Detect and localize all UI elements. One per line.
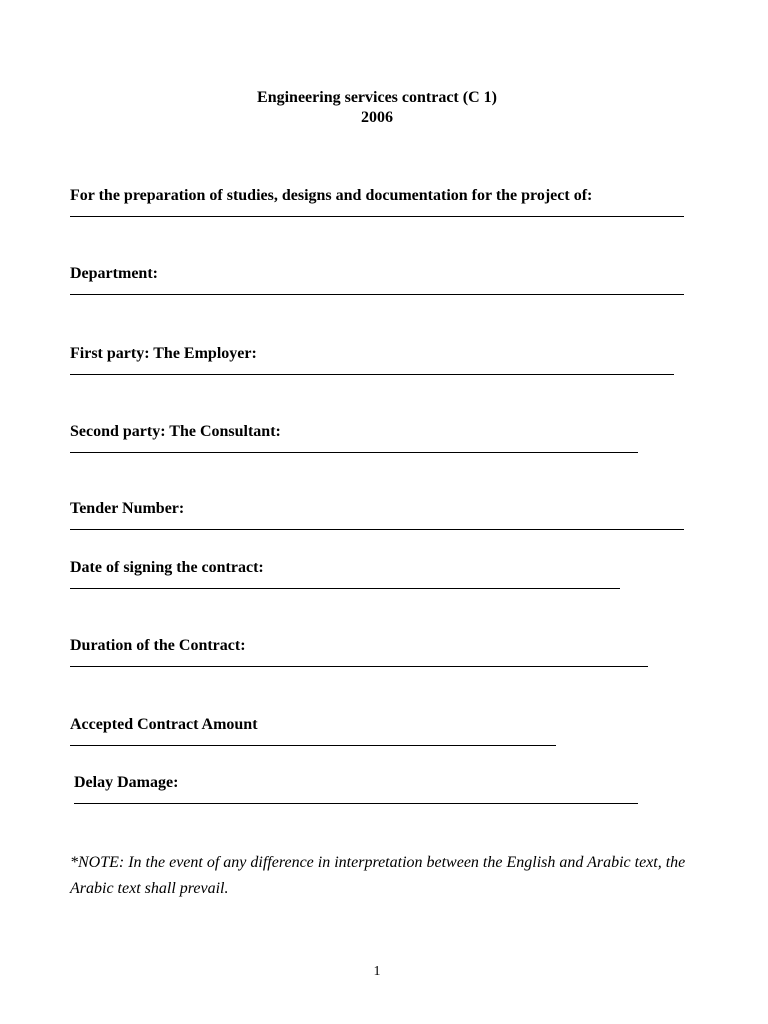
page-number: 1: [373, 964, 381, 979]
field-department: [70, 264, 684, 295]
field-delay-damage-blank: [74, 803, 638, 804]
field-contract-amount-label: Accepted Contract Amount: [70, 716, 258, 733]
field-date-signing-blank: [70, 588, 620, 589]
field-first-party-label: First party: The Employer:: [70, 345, 257, 362]
field-duration-blank: [70, 666, 648, 667]
field-first-party-blank: [70, 374, 674, 375]
field-tender-number-label: Tender Number:: [70, 500, 185, 517]
field-project-blank: [70, 216, 684, 217]
field-date-signing-label: Date of signing the contract:: [70, 559, 264, 576]
field-tender-number-blank: [70, 529, 684, 530]
field-tender-number: [70, 499, 684, 530]
document-header: [0, 88, 754, 128]
field-contract-amount-blank: [70, 745, 556, 746]
field-date-signing: [70, 558, 620, 589]
document-year: 2006: [361, 109, 393, 126]
field-delay-damage: [74, 773, 638, 804]
field-second-party-label: Second party: The Consultant:: [70, 423, 281, 440]
field-department-label: Department:: [70, 265, 158, 282]
field-project-label: For the preparation of studies, designs and documentation for the project of:: [70, 187, 593, 204]
field-first-party: [70, 344, 674, 375]
field-delay-damage-label: Delay Damage:: [74, 774, 179, 791]
field-contract-amount: [70, 715, 556, 746]
field-second-party-blank: [70, 452, 638, 453]
field-project: [70, 186, 684, 217]
field-second-party: [70, 422, 638, 453]
field-duration-label: Duration of the Contract:: [70, 637, 246, 654]
note-text: *NOTE: In the event of any difference in interpretation between the English and Arabic text, the Arabic text shall prevail.: [70, 854, 686, 897]
field-duration: [70, 636, 648, 667]
document-title: Engineering services contract (C 1): [257, 89, 497, 106]
field-department-blank: [70, 294, 684, 295]
